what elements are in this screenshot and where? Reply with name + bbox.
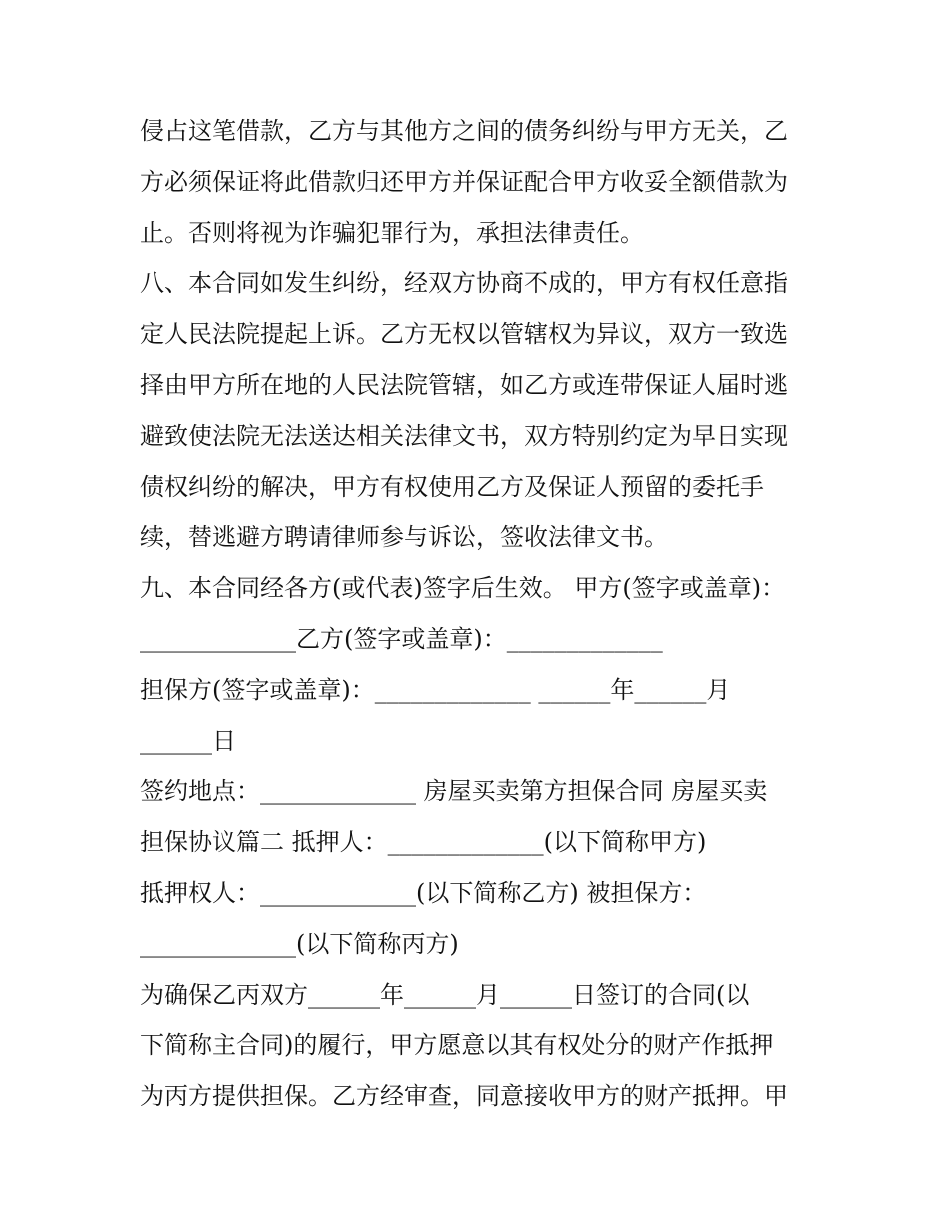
text-line-19: 下简称主合同)的履行，甲方愿意以其有权处分的财产作抵押: [140, 1031, 774, 1060]
text-line-17: _____________(以下简称丙方): [140, 929, 459, 958]
text-line-9: 续，替逃避方聘请律师参与诉讼，签收法律文书。: [140, 523, 668, 552]
text-line-5: 定人民法院提起上诉。乙方无权以管辖权为异议，双方一致选: [140, 320, 788, 349]
text-line-20: 为丙方提供担保。乙方经审查，同意接收甲方的财产抵押。甲: [140, 1082, 788, 1111]
text-line-2: 方必须保证将此借款归还甲方并保证配合甲方收妥全额借款为: [140, 167, 788, 196]
text-line-1: 侵占这笔借款，乙方与其他方之间的债务纠纷与甲方无关，乙: [140, 117, 788, 145]
text-line-6: 择由甲方所在地的人民法院管辖，如乙方或连带保证人届时逃: [140, 370, 788, 399]
text-line-18: 为确保乙丙双方______年______月______日签订的合同(以: [140, 980, 750, 1009]
text-line-8: 债权纠纷的解决，甲方有权使用乙方及保证人预留的委托手: [140, 472, 764, 501]
text-line-3: 止。否则将视为诈骗犯罪行为，承担法律责任。: [140, 218, 644, 247]
text-line-7: 避致使法院无法送达相关法律文书，双方特别约定为早日实现: [140, 421, 788, 450]
text-line-16: 抵押权人：_____________(以下简称乙方) 被担保方：: [140, 878, 707, 907]
document-body: [140, 106, 830, 1122]
text-line-15: 担保协议篇二 抵押人：_____________(以下简称甲方): [140, 828, 707, 857]
text-line-14: 签约地点：_____________ 房屋买卖第方担保合同 房屋买卖: [140, 777, 768, 806]
text-line-11: _____________乙方(签字或盖章)：_____________: [140, 624, 663, 653]
text-line-10: 九、本合同经各方(或代表)签字后生效。 甲方(签字或盖章)：: [140, 574, 786, 603]
text-line-13: ______日: [140, 726, 236, 755]
text-line-12: 担保方(签字或盖章)：_____________ ______年______月: [140, 675, 731, 704]
text-line-4: 八、本合同如发生纠纷，经双方协商不成的，甲方有权任意指: [140, 269, 788, 298]
